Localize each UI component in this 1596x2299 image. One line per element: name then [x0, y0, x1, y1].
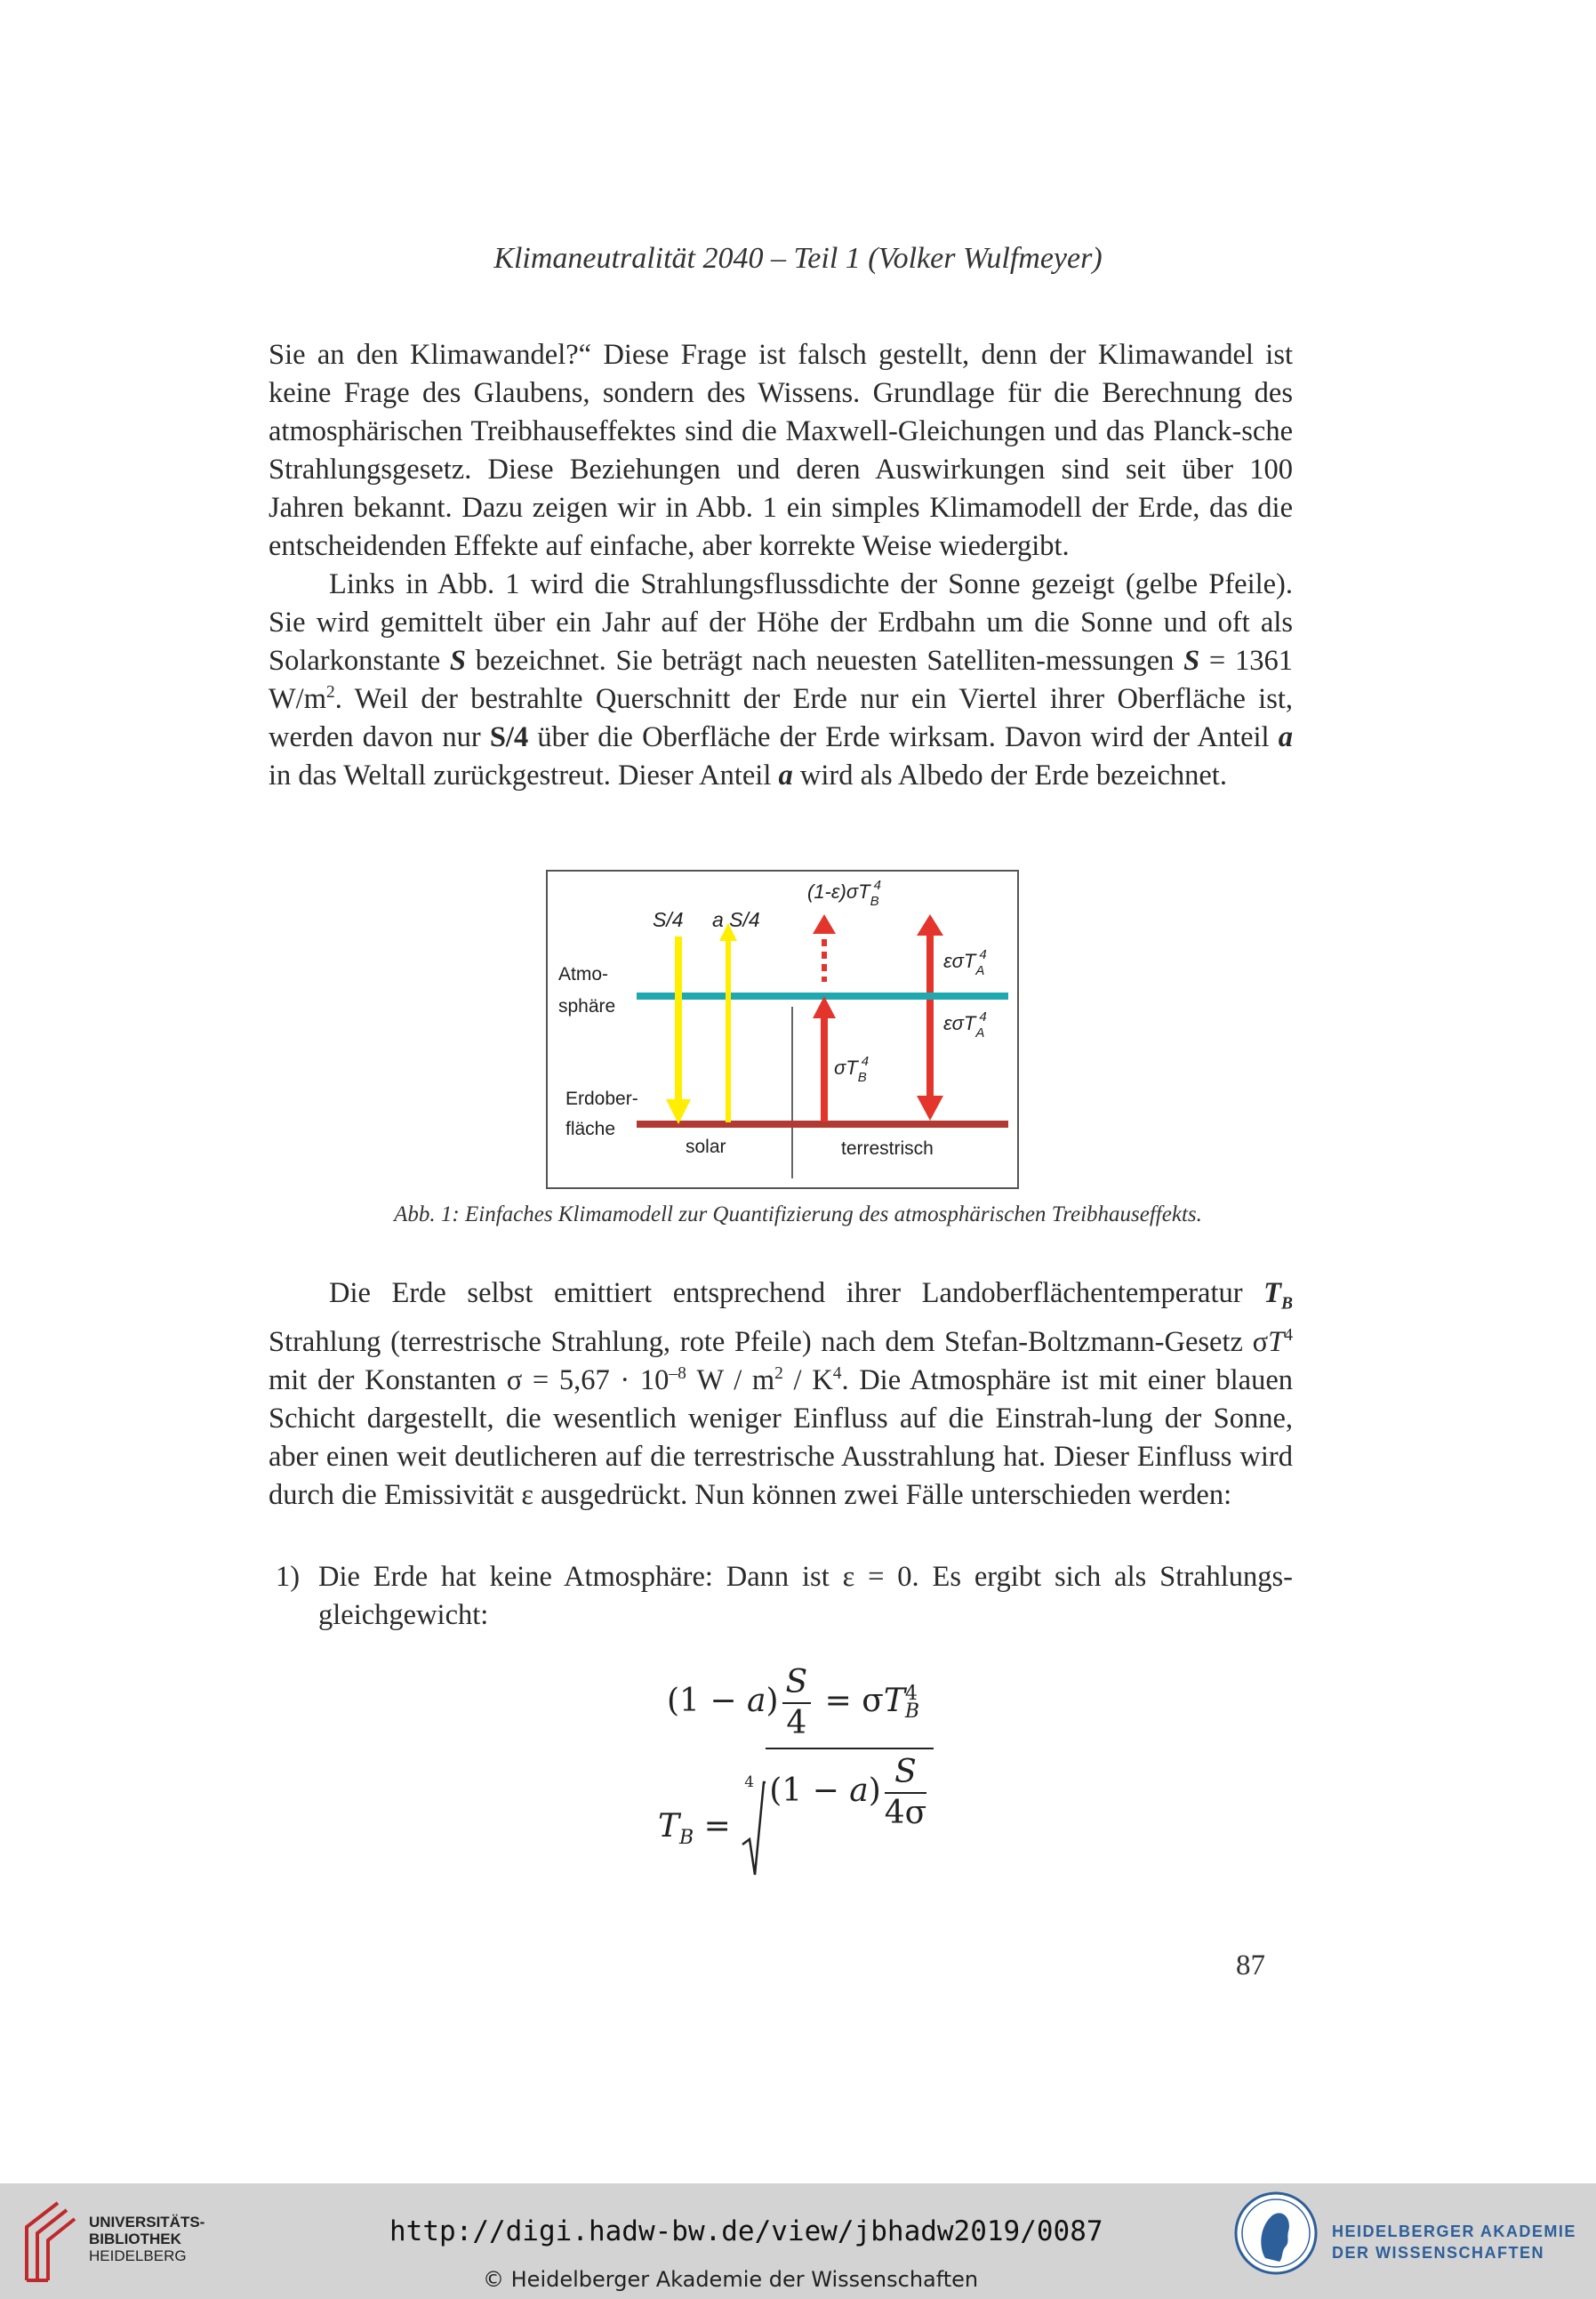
label-sigma-tb-sub: B: [857, 1070, 867, 1085]
label-s4: S/4: [653, 908, 684, 931]
footer-bar: [0, 2183, 1596, 2299]
label-surface-2: fläche: [565, 1119, 616, 1139]
figure-svg: [548, 872, 1017, 1187]
label-atmosphere-2: sphäre: [558, 996, 616, 1017]
label-escape: [807, 878, 881, 909]
eq1-sub: B: [904, 1700, 919, 1723]
p2-text-b: bezeichnet. Sie beträgt nach neuesten Satelliten-messungen: [465, 645, 1184, 677]
label-eps-down-sup: 4: [979, 1009, 987, 1025]
p3-symbol-tb: T: [1263, 1277, 1281, 1309]
permalink-url[interactable]: http://digi.hadw-bw.de/view/jbhadw2019/0087: [389, 2215, 1103, 2247]
running-head: Klimaneutralität 2040 – Teil 1 (Volker Wulfmeyer): [493, 242, 1103, 275]
eq1-fraction: [782, 1663, 812, 1743]
label-escape-sub: B: [870, 894, 879, 909]
label-terrestrial: terrestrisch: [841, 1138, 934, 1159]
eq2-inner: (1 −: [769, 1772, 850, 1809]
p3-symbol-tb-sub: B: [1280, 1294, 1293, 1314]
paragraph-3: [269, 1274, 1293, 1515]
eq1-a: a: [747, 1683, 766, 1719]
label-eps-down-base: εσT: [943, 1012, 976, 1034]
ub-line-1: UNIVERSITÄTS-: [89, 2214, 205, 2231]
label-eps-up: [943, 947, 987, 978]
p3-text-b: Strahlung (terrestrische Strahlung, rote Pfeile) nach dem Stefan-Boltzmann-Gesetz σ: [269, 1325, 1269, 1358]
p2-text-a: Links in Abb. 1 wird die Strahlungsflussdichte der Sonne gezeigt (gelbe Pfeile). Sie wird gemittelt über ein Jahr auf der Höhe der Erdbahn um die Sonne und oft als Solarkonstante: [269, 568, 1293, 677]
eq2-equals: =: [694, 1808, 742, 1845]
university-library-logo-icon: [18, 2196, 80, 2285]
label-eps-down: [943, 1009, 987, 1041]
body-text-top: [269, 336, 1293, 795]
ub-line-2: BIBLIOTHEK: [89, 2231, 181, 2247]
eq1-lhs: (1 −: [667, 1683, 747, 1719]
p3-text-a: Die Erde selbst emittiert entsprechend ihrer Landoberflächentemperatur: [329, 1277, 1264, 1309]
p2-text-d: . Weil der bestrahlte Querschnitt der Erde nur ein Viertel ihrer Oberfläche ist, werden davon nur: [269, 683, 1293, 753]
hadw-line-2: DER WISSENSCHAFTEN: [1332, 2244, 1545, 2262]
label-surface-1: Erdober-: [565, 1089, 638, 1109]
p2-exponent: 2: [325, 683, 335, 703]
p3-exp-4: 4: [1284, 1325, 1293, 1345]
paragraph-1-text: Sie an den Klimawandel?“ Diese Frage ist falsch gestellt, denn der Klimawandel ist keine Frage des Glaubens, sondern des Wissens. Grundlage für die Berechnung des atmosphärischen Treibhauseffektes sind die Maxwell-Gleichungen und das Planck-sche Strahlungsgesetz. Diese Beziehungen und deren Auswirkungen sind seit über 100 Jahren bekannt. Dazu zeigen wir in Abb. 1 ein simples Klimamodell der Erde, das die entscheidenden Effekte auf einfache, aber korrekte Weise wiedergibt.: [269, 339, 1293, 562]
label-eps-up-sub: A: [975, 963, 985, 978]
label-eps-up-sup: 4: [979, 947, 987, 962]
university-library-name: [89, 2214, 205, 2264]
p3-exp-m8: –8: [669, 1363, 686, 1383]
eq1-numerator: S: [782, 1663, 812, 1704]
eq2-fraction: [885, 1753, 926, 1833]
copyright-notice: © Heidelberger Akademie der Wissenschaften: [483, 2267, 979, 2292]
eq2-sub: B: [679, 1827, 694, 1849]
eq2-t: T: [658, 1808, 680, 1845]
eq1-denominator: 4: [786, 1705, 807, 1741]
p2-symbol-a: a: [778, 760, 793, 792]
label-escape-base: (1-ε)σT: [807, 880, 870, 903]
eq2-radicand: [766, 1748, 934, 1833]
p3-text-d: W / m: [686, 1363, 775, 1396]
p2-symbol-s: S: [1183, 645, 1200, 677]
equation-2: [658, 1754, 934, 1878]
p2-symbol-s: S: [449, 645, 466, 677]
figure-caption: Abb. 1: Einfaches Klimamodell zur Quantifizierung des atmosphärischen Treibhauseffekts.: [394, 1202, 1202, 1226]
eq2-root: [741, 1754, 934, 1878]
label-as4: a S/4: [712, 908, 760, 931]
p2-symbol-a: a: [1278, 721, 1293, 753]
list-item-text: Die Erde hat keine Atmosphäre: Dann ist ε = 0. Es ergibt sich als Strahlungs-gleichgewicht:: [318, 1561, 1293, 1631]
eq2-denominator: 4σ: [884, 1795, 927, 1831]
p2-text-e: über die Oberfläche der Erde wirksam. Davon wird der Anteil: [528, 721, 1279, 753]
p3-text-e: / K: [782, 1363, 833, 1396]
p2-text-g: wird als Albedo der Erde bezeichnet.: [792, 760, 1227, 792]
p3-text-c: mit der Konstanten σ = 5,67 · 10: [269, 1363, 670, 1396]
equation-1: [667, 1663, 919, 1743]
label-solar: solar: [686, 1137, 726, 1157]
academy-name: [1332, 2221, 1576, 2263]
p2-text-f: in das Weltall zurückgestreut. Dieser Anteil: [269, 760, 779, 792]
eq1-rhs: = σ: [814, 1683, 884, 1719]
solar-reflected-arrow: [719, 923, 737, 1122]
label-eps-up-base: εσT: [943, 950, 976, 972]
escaping-radiation-arrow: [813, 914, 836, 982]
surface-emission-arrow: [813, 996, 836, 1121]
solar-incoming-arrow: [666, 936, 691, 1124]
eq1-rparen: ): [766, 1683, 779, 1719]
climate-model-figure: [546, 870, 1019, 1189]
paragraph-1: [269, 336, 1293, 566]
label-sigma-tb: [834, 1054, 869, 1085]
academy-seal-icon: [1231, 2189, 1320, 2278]
p3-text-f: . Die Atmosphäre ist mit einer blauen Schicht dargestellt, die wesentlich weniger Einfluss auf die Einstrah-lung der Sonne, aber einen weit deutlicheren auf die terrestrische Ausstrahlung hat. Dieser Einfluss wird durch die Emissivität ε ausgedrückt. Nun können zwei Fälle unterschieden werden:: [269, 1363, 1294, 1511]
paragraph-2: [269, 566, 1293, 795]
label-sigma-tb-base: σT: [834, 1057, 858, 1079]
eq2-root-index: 4: [744, 1773, 755, 1791]
p3-exp-4b: 4: [832, 1363, 842, 1383]
label-atmosphere-1: Atmo-: [558, 964, 609, 985]
page-number: 87: [1236, 1949, 1265, 1981]
radical-sign-icon: [741, 1779, 766, 1878]
label-eps-down-sub: A: [975, 1025, 985, 1041]
eq1-t: T: [883, 1683, 905, 1719]
list-item: [269, 1558, 1293, 1635]
hadw-line-1: HEIDELBERGER AKADEMIE: [1332, 2223, 1576, 2240]
label-sigma-tb-sup: 4: [861, 1054, 870, 1069]
body-text-bottom: [269, 1274, 1293, 1515]
eq2-numerator: S: [885, 1753, 926, 1794]
list-item-number: 1): [276, 1561, 301, 1593]
atmosphere-up-arrow: [917, 914, 943, 993]
eq2-rparen: ): [868, 1772, 881, 1809]
eq1-sup: 4: [904, 1683, 918, 1705]
atmosphere-down-arrow: [917, 1000, 943, 1121]
p3-exp-2: 2: [774, 1363, 783, 1383]
ub-line-3: HEIDELBERG: [89, 2247, 187, 2264]
p3-symbol-t: T: [1268, 1325, 1285, 1358]
p2-symbol-s4: S/4: [489, 721, 529, 753]
eq2-a: a: [849, 1772, 869, 1809]
label-escape-sup: 4: [873, 878, 881, 893]
p2-text-c: = 1361 W/m: [269, 645, 1293, 715]
